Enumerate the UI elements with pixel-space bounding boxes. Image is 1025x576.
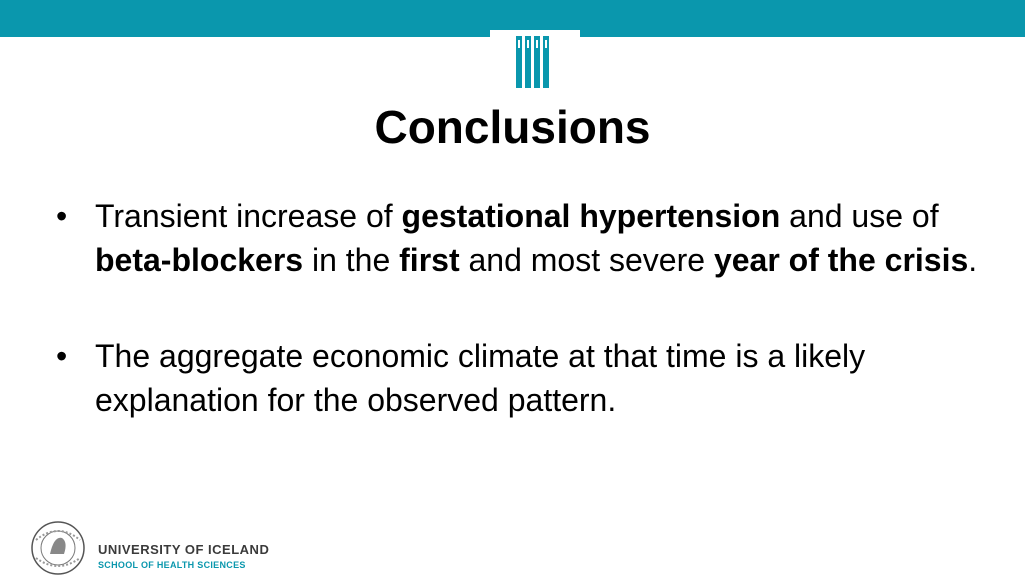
bullet-item [56, 334, 986, 422]
emphasis-text: beta-blockers [95, 242, 304, 278]
university-pillar-logo [490, 22, 580, 92]
bullet-text: . [968, 242, 978, 278]
university-seal-icon [28, 520, 88, 576]
bullet-text: Transient increase of [95, 198, 402, 234]
bullet-list [56, 194, 986, 422]
emphasis-text: year of the crisis [713, 242, 969, 278]
bullet-dot: • [56, 338, 68, 374]
emphasis-text: first [399, 242, 460, 278]
bullet-text: and most severe [459, 242, 714, 278]
university-name: UNIVERSITY OF ICELAND [98, 542, 270, 557]
bullet-text: The aggregate economic climate at that time is a likely explanation for the observed pattern. [95, 338, 866, 418]
university-logo [28, 520, 268, 576]
bullet-dot: • [56, 198, 68, 234]
bullet-text: and use of [780, 198, 939, 234]
slide-title: Conclusions [374, 101, 651, 153]
school-name: SCHOOL OF HEALTH SCIENCES [98, 560, 246, 570]
emphasis-text: gestational hypertension [401, 198, 781, 234]
bullet-text: in the [303, 242, 400, 278]
bullet-item [56, 194, 986, 282]
